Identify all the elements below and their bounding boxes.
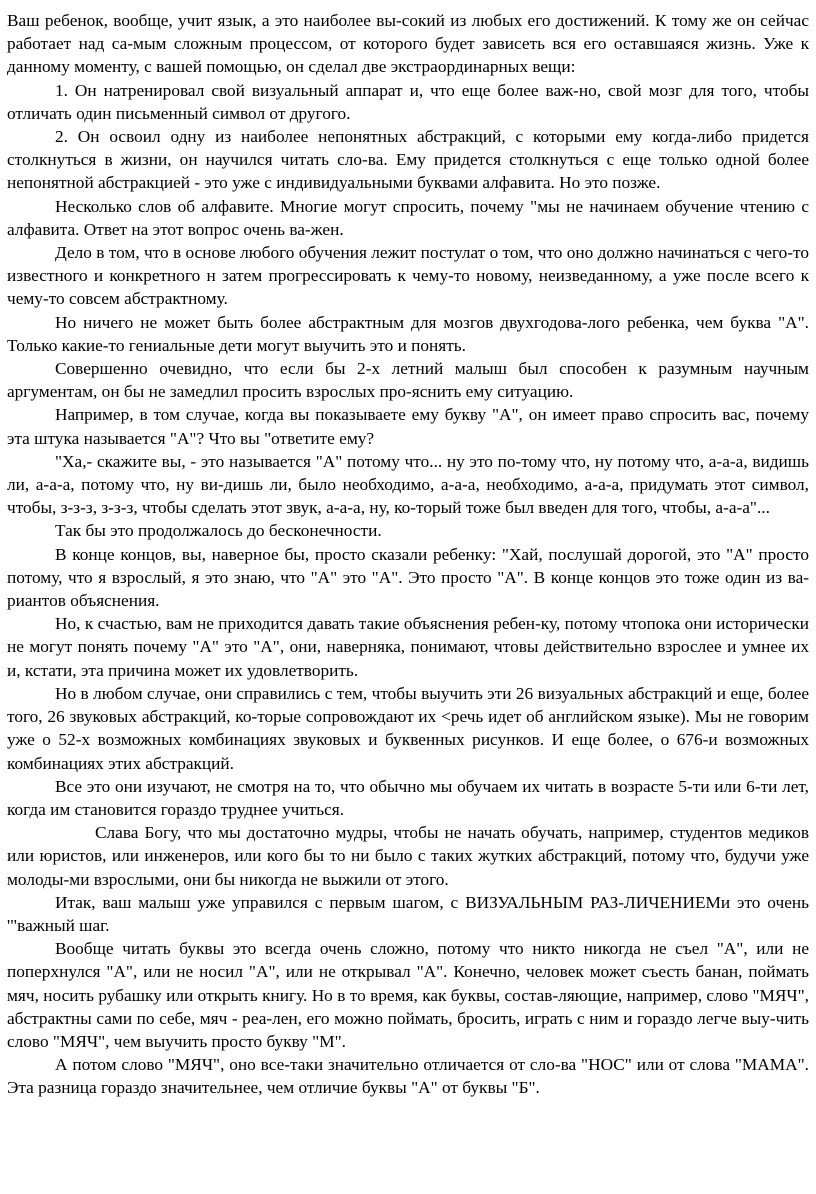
paragraph: Несколько слов об алфавите. Многие могут спросить, почему "мы не начинаем обучение чтению с алфавита. Ответ на этот вопрос очень ва-жен. — [7, 196, 809, 239]
paragraph: Итак, ваш малыш уже управился с первым шагом, с ВИЗУАЛЬНЫМ РАЗ-ЛИЧЕНИЕМи это очень '"важный шаг. — [7, 892, 809, 935]
paragraph: "Ха,- скажите вы, - это называется "А" потому что... ну это по-тому что, ну потому что, а-а-а, видишь ли, а-а-а, потому что, ну ви-дишь ли, было необходимо, а-а-а, необходимо, а-а-а, придумать этот символ, чтобы, з-з-з, з-з-з, чтобы сделать этот звук, а-а-а, ну, ко-торый тоже был введен для того, чтобы, а-а-а"... — [7, 451, 809, 518]
paragraph: Но, к счастью, вам не приходится давать такие объяснения ребен-ку, потому чтопока они исторически не могут понять почему "А" это "А", они, наверняка, понимают, чтовы действительно взрослее и умнее их и, кстати, эта причина может их удовлетворить. — [7, 614, 809, 680]
paragraph: Но в любом случае, они справились с тем, чтобы выучить эти 26 визуальных абстракций и еще, более того, 26 звуковых абстракций, ко-торые сопровождают их <речь идет об английском языке). Мы не говорим уже о 52-х возможных комбинациях звуковых и буквенных рисунков. И еще более, о 676-и возможных комбинациях этих абстракций. — [7, 683, 809, 773]
paragraph: 2. Он освоил одну из наиболее непонятных абстракций, с которыми ему когда-либо придется столкнуться в жизни, он научился читать сло-ва. Ему придется столкнуться с еще только одной более непонятной абстракцией - это уже с индивидуальными буквами алфавита. Но это позже. — [7, 127, 809, 193]
paragraph: Совершенно очевидно, что если бы 2-х летний малыш был способен к разумным научным аргументам, он бы не замедлил просить взрослых про-яснить ему ситуацию. — [7, 359, 809, 402]
paragraph: Например, в том случае, когда вы показываете ему букву "А", он имеет право спросить вас, почему эта штука называется "А"? Что вы "ответите ему? — [7, 405, 809, 448]
paragraph: Так бы это продолжалось до бесконечности. — [55, 521, 382, 541]
paragraph: 1. Он натренировал свой визуальный аппарат и, что еще более важ-но, свой мозг для того, чтобы отличать один письменный символ от другого. — [7, 80, 809, 123]
paragraph: Все это они изучают, не смотря на то, что обычно мы обучаем их читать в возрасте 5-ти или 6-ти лет, когда им становится гораздо труднее учиться. — [7, 776, 809, 819]
paragraph: Но ничего не может быть более абстрактным для мозгов двухгодова-лого ребенка, чем буква "А". Только какие-то гениальные дети могут выучить это и понять. — [7, 312, 809, 355]
paragraph: В конце концов, вы, наверное бы, просто сказали ребенку: "Хай, послушай дорогой, это "А" просто потому, что я взрослый, я это знаю, что "А" это "А". Это просто "А". В конце концов это тоже один из ва-риантов объяснения. — [7, 544, 809, 611]
paragraph: Слава Богу, что мы достаточно мудры, чтобы не начать обучать, например, студентов медиков или юристов, или инженеров, или кого бы то ни было с таких жутких абстракций, потому что, будучи уже молоды-ми взрослыми, они бы никогда не выжили от этого. — [7, 823, 809, 889]
paragraph: А потом слово "МЯЧ", оно все-таки значительно отличается от сло-ва "НОС" или от слова "МАМА". Эта разница гораздо значительнее, чем отличие буквы "А" от буквы "Б". — [7, 1055, 809, 1098]
paragraph: Ваш ребенок, вообще, учит язык, а это наиболее вы-сокий из любых его достижений. К тому же он сейчас работает над са-мым сложным процессом, от которого будет зависеть вся его оставшаяся жизнь. Уже к данному моменту, с вашей помощью, он сделал две экстраординарных вещи: — [7, 11, 809, 77]
paragraph: Вообще читать буквы это всегда очень сложно, потому что никто никогда не съел "А", или не поперхнулся "А", или не носил "А", или не открывал "А". Конечно, человек может съесть банан, поймать мяч, носить рубашку или открыть книгу. Но в то время, как буквы, состав-ляющие, например, слово "МЯЧ", абстрактны сами по себе, мяч - реа-лен, его можно поймать, бросить, играть с ним и гораздо легче выу-чить слово "МЯЧ", чем выучить просто букву "М". — [7, 939, 809, 1051]
paragraph: Дело в том, что в основе любого обучения лежит постулат о том, что оно должно начинаться с чего-то известного и конкретного н затем прогрессировать к чему-то новому, неизведанному, а уже после всего к чему-то совсем абстрактному. — [7, 243, 809, 309]
